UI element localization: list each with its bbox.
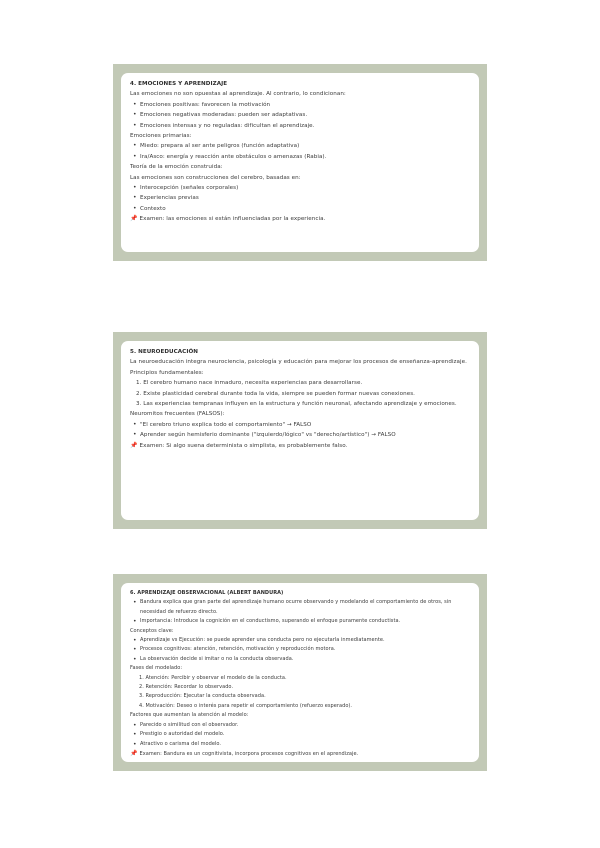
- slide-title: 4. EMOCIONES Y APRENDIZAJE: [130, 81, 228, 87]
- pin-icon: 📌: [130, 749, 138, 757]
- pin-icon: 📌: [130, 441, 138, 449]
- exam-note-text: Examen: las emociones si están influenciadas por la experiencia.: [139, 216, 326, 223]
- bullet-item: • Interocepción (señales corporales): [130, 183, 471, 193]
- numbered-item: 2. Existe plasticidad cerebral durante toda la vida, siempre se pueden formar nuevas conexiones.: [136, 390, 415, 397]
- text-line: Las emociones no son opuestas al aprendizaje. Al contrario, lo condicionan:: [130, 91, 346, 98]
- text-line: Fases del modelado:: [130, 665, 183, 672]
- bullet-item: • Atractivo o carisma del modelo.: [130, 740, 471, 749]
- bullet-item: • La observación decide si imitar o no la conducta observada.: [130, 655, 471, 664]
- bullet-item: • Emociones intensas y no reguladas: dificultan el aprendizaje.: [130, 121, 471, 131]
- bullet-item: • "El cerebro triuno explica todo el comportamiento" → FALSO: [130, 420, 471, 430]
- numbered-item: 1. Atención: Percibir y observar el modelo de la conducta.: [139, 674, 287, 681]
- text-line: Emociones primarias:: [130, 133, 192, 140]
- bullet-item: • Ira/Asco: energía y reacción ante obstáculos o amenazas (Rabia).: [130, 152, 471, 162]
- text-line: Factores que aumentan la atención al modelo:: [130, 712, 249, 719]
- bullet-item: • Aprendizaje vs Ejecución: se puede aprender una conducta pero no ejecutarla inmediatamente.: [130, 636, 471, 645]
- slide-card: [121, 341, 479, 520]
- slide-card: [121, 73, 479, 252]
- bullet-item: • Bandura explica que gran parte del aprendizaje humano ocurre observando y modelando el comportamiento de otros, sin necesidad de refuerzo directo.: [130, 598, 471, 617]
- text-line: Conceptos clave:: [130, 627, 174, 634]
- exam-note-text: Examen: Bandura es un cognitivista, incorpora procesos cognitivos en el aprendizaje.: [139, 750, 359, 757]
- exam-note: [130, 441, 471, 451]
- slide-1: [113, 64, 487, 261]
- slide-card: [121, 583, 479, 762]
- slide-title: 6. APRENDIZAJE OBSERVACIONAL (ALBERT BANDURA): [130, 590, 284, 596]
- bullet-item: • Miedo: prepara al ser ante peligros (función adaptativa): [130, 141, 471, 151]
- bullet-item: • Parecido o similitud con el observador.: [130, 721, 471, 730]
- slide-title: 5. NEUROEDUCACIÓN: [130, 349, 198, 355]
- numbered-item: 3. Las experiencias tempranas influyen en la estructura y función neuronal, afectando aprendizaje y emociones.: [136, 401, 457, 408]
- pin-icon: 📌: [130, 215, 138, 223]
- numbered-item: 2. Retención: Recordar lo observado.: [139, 684, 234, 691]
- text-line: Teoría de la emoción construida:: [130, 164, 223, 171]
- numbered-item: 4. Motivación: Deseo o interés para repetir el comportamiento (refuerzo esperado).: [139, 702, 353, 709]
- bullet-item: • Procesos cognitivos: atención, retención, motivación y reproducción motora.: [130, 645, 471, 654]
- exam-note: [130, 749, 471, 759]
- slide-3: [113, 574, 487, 771]
- bullet-item: • Prestigio o autoridad del modelo.: [130, 730, 471, 739]
- exam-note-text: Examen: Si algo suena determinista o simplista, es probablemente falso.: [139, 442, 348, 449]
- bullet-item: • Experiencias previas: [130, 193, 471, 203]
- numbered-item: 1. El cerebro humano nace inmaduro, necesita experiencias para desarrollarse.: [136, 380, 363, 387]
- bullet-item: • Emociones negativas moderadas: pueden ser adaptativas.: [130, 110, 471, 120]
- bullet-item: • Aprender según hemisferio dominante ("izquierdo/lógico" vs "derecho/artístico") → FALSO: [130, 430, 471, 440]
- bullet-item: • Emociones positivas: favorecen la motivación: [130, 100, 471, 110]
- text-line: La neuroeducación integra neurociencia, psicología y educación para mejorar los procesos de enseñanza-aprendizaje.: [130, 359, 467, 366]
- bullet-item: • Importancia: Introduce la cognición en el conductismo, superando el enfoque puramente conductista.: [130, 617, 471, 626]
- text-line: Principios fundamentales:: [130, 369, 204, 376]
- exam-note: [130, 214, 471, 224]
- numbered-item: 3. Reproducción: Ejecutar la conducta observada.: [139, 693, 266, 700]
- slide-2: [113, 332, 487, 529]
- bullet-item: • Contexto: [130, 204, 471, 214]
- text-line: Las emociones son construcciones del cerebro, basadas en:: [130, 174, 301, 181]
- text-line: Neuromitos frecuentes (FALSOS):: [130, 411, 225, 418]
